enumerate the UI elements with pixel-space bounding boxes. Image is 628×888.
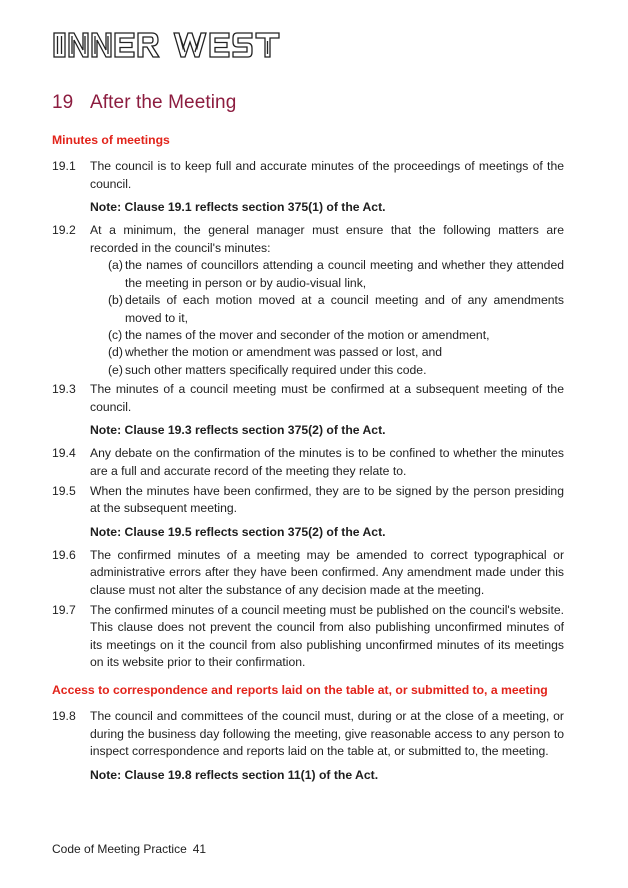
subitem-letter: (a) — [108, 258, 123, 273]
clause — [52, 602, 564, 672]
clause-number: 19.4 — [52, 446, 76, 461]
subitem-letter: (c) — [108, 328, 123, 342]
clause — [52, 381, 564, 416]
page-footer — [52, 842, 206, 856]
clause-note: Note: Clause 19.3 reflects section 375(2) of the Act. — [90, 423, 386, 438]
subsection-heading: Access to correspondence and reports laid on the table at, or submitted to, a meeting — [52, 682, 548, 697]
subitem-text: the names of the mover and seconder of the motion or amendment, — [125, 328, 490, 342]
clause-number: 19.8 — [52, 708, 76, 723]
clause — [52, 483, 564, 518]
section-title — [52, 92, 236, 114]
clause-text: The confirmed minutes of a meeting may be amended to correct typographical or administrative errors after they have been confirmed. Any amendment made under this clause must not alter the substance of any decision made at the meeting. — [90, 547, 564, 597]
clause-subitem — [52, 327, 564, 344]
subitem-letter: (e) — [108, 362, 123, 377]
footer-doc-title: Code of Meeting Practice — [52, 842, 187, 856]
clause-note: Note: Clause 19.5 reflects section 375(2) of the Act. — [90, 524, 386, 539]
clause-text: The confirmed minutes of a council meeting must be published on the council's website. This clause does not prevent the council from also publishing unconfirmed minutes of its meetings on it the council from also publishing unconfirmed minutes of its meetings on its website prior to their confirmation. — [90, 602, 564, 670]
clause-number: 19.6 — [52, 547, 76, 562]
clause-note: Note: Clause 19.8 reflects section 11(1) of the Act. — [90, 767, 379, 782]
subitem-text: details of each motion moved at a council meeting and of any amendments moved to it, — [125, 293, 564, 325]
clause-number: 19.3 — [52, 382, 76, 397]
subitem-text: whether the motion or amendment was passed or lost, and — [125, 345, 443, 360]
clause-subitem — [52, 344, 564, 361]
subitem-letter: (b) — [108, 293, 123, 308]
clause-text: The minutes of a council meeting must be confirmed at a subsequent meeting of the council. — [90, 382, 564, 414]
subitem-letter: (d) — [108, 345, 123, 360]
clause — [52, 547, 564, 600]
clause-number: 19.7 — [52, 602, 76, 617]
clause-note: Note: Clause 19.1 reflects section 375(1) of the Act. — [90, 200, 386, 215]
subsection-heading: Minutes of meetings — [52, 133, 170, 147]
clause-number: 19.1 — [52, 159, 76, 173]
clause-subitem — [52, 292, 564, 327]
clause-subitem — [52, 362, 564, 379]
clause — [52, 445, 564, 480]
clause-text: The council and committees of the council must, during or at the close of a meeting, or during the business day following the meeting, give reasonable access to any person to inspect correspondence and reports laid on the table at, or submitted to, the meeting. — [90, 708, 564, 759]
inner-west-logo — [52, 30, 292, 60]
clause — [52, 222, 564, 257]
clause-number: 19.5 — [52, 483, 76, 498]
clause — [52, 708, 564, 761]
clause-number: 19.2 — [52, 223, 76, 238]
clause-text: Any debate on the confirmation of the minutes is to be confined to whether the minutes are a full and accurate record of the meeting they relate to. — [90, 446, 564, 478]
section-number: 19 — [52, 92, 74, 113]
subitem-text: such other matters specifically required under this code. — [125, 362, 427, 377]
clause-text: At a minimum, the general manager must ensure that the following matters are recorded in the council's minutes: — [90, 223, 564, 255]
footer-page-number: 41 — [192, 842, 207, 856]
subitem-text: the names of councillors attending a council meeting and whether they attended the meeting in person or by audio-visual link, — [125, 258, 564, 290]
section-title-text: After the Meeting — [90, 92, 237, 113]
clause-text: The council is to keep full and accurate minutes of the proceedings of meetings of the council. — [90, 159, 564, 191]
document-body — [52, 132, 564, 784]
clause — [52, 158, 564, 193]
clause-subitem — [52, 257, 564, 292]
clause-text: When the minutes have been confirmed, they are to be signed by the person presiding at the subsequent meeting. — [90, 483, 564, 516]
